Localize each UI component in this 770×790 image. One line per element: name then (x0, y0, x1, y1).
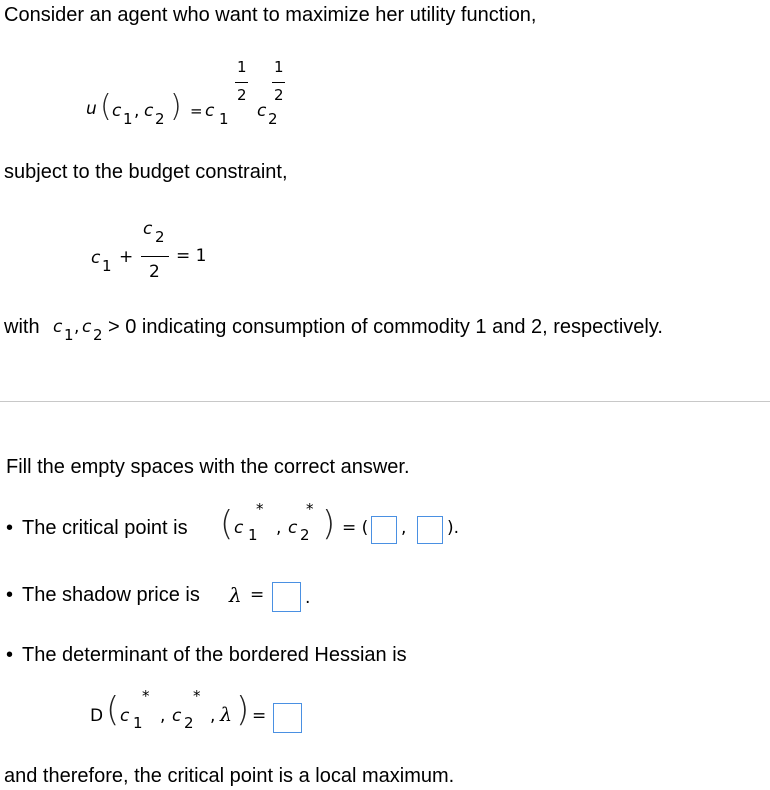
sub-2: 2 (155, 110, 165, 128)
hd-eq: = (252, 706, 267, 726)
cp-sub-2: 2 (300, 526, 310, 544)
with-c1: c (53, 317, 63, 337)
open-paren: ( (106, 690, 120, 730)
D-symbol: D (90, 706, 104, 726)
frac-den: 2 (149, 262, 160, 282)
exp2-bar (272, 82, 285, 83)
hd-sub-1: 1 (133, 714, 143, 732)
with-prefix: with (4, 316, 40, 338)
var-c2: c (144, 101, 154, 121)
bullet-dot: • (6, 644, 14, 666)
subject-text: subject to the budget constraint, (4, 161, 288, 183)
cp-star-1: * (256, 500, 264, 518)
hd-c1: c (120, 706, 130, 726)
cp-c2: c (288, 518, 298, 538)
base-sub-2: 2 (268, 110, 278, 128)
hd-star-2: * (193, 687, 201, 705)
with-comma: , (74, 317, 80, 337)
open-paren: ( (100, 89, 112, 124)
shadow-eq: = (250, 585, 265, 605)
cp-comma: , (276, 518, 282, 538)
utility-fn-symbol: u (86, 99, 97, 119)
exp1-num: 1 (237, 58, 247, 76)
hd-comma-2: , (210, 706, 216, 726)
lambda-symbol: λ (229, 583, 242, 607)
cp-c1: c (234, 518, 244, 538)
critical-point-label: The critical point is (22, 517, 188, 539)
equals-sign: = (190, 102, 203, 120)
close-paren: ) (236, 690, 250, 730)
cp-star-2: * (306, 500, 314, 518)
plus-sign: + (119, 247, 134, 267)
hd-lambda: λ (220, 704, 233, 726)
bullet-dot: • (6, 517, 14, 539)
base-sub-1: 1 (219, 110, 229, 128)
hd-star-1: * (142, 687, 150, 705)
base-c1: c (205, 101, 215, 121)
hd-c2: c (172, 706, 182, 726)
exp1-bar (235, 82, 248, 83)
frac-num-c: c (143, 219, 153, 239)
critical-point-c1-input[interactable] (371, 516, 397, 544)
budget-sub-1: 1 (102, 257, 112, 275)
cp-box-sep: , (401, 518, 407, 538)
open-paren: ( (220, 504, 234, 544)
with-sub-1: 1 (64, 326, 74, 344)
section-divider (0, 401, 770, 402)
frac-num-sub: 2 (155, 228, 165, 246)
base-c2: c (257, 101, 267, 121)
close-paren: ) (322, 504, 336, 544)
budget-eq-one: = 1 (176, 246, 207, 266)
critical-point-c2-input[interactable] (417, 516, 443, 544)
cp-close: ). (447, 518, 460, 538)
with-c2: c (82, 317, 92, 337)
sub-1: 1 (123, 110, 133, 128)
exp2-num: 1 (274, 58, 284, 76)
bullet-dot: • (6, 584, 14, 606)
cp-sub-1: 1 (248, 526, 258, 544)
var-c1: c (112, 101, 122, 121)
instruction-text: Fill the empty spaces with the correct answer. (6, 456, 410, 478)
hd-comma-1: , (160, 706, 166, 726)
budget-frac-bar (141, 256, 169, 257)
cp-eq: = ( (342, 518, 369, 538)
hessian-label: The determinant of the bordered Hessian is (22, 644, 407, 666)
exp1-den: 2 (237, 86, 247, 104)
comma: , (134, 101, 140, 121)
shadow-price-input[interactable] (272, 582, 301, 612)
conclusion-text: and therefore, the critical point is a local maximum. (4, 765, 455, 787)
hessian-determinant-input[interactable] (273, 703, 302, 733)
intro-text: Consider an agent who want to maximize her utility function, (4, 4, 537, 26)
close-paren: ) (170, 89, 182, 124)
with-sub-2: 2 (93, 326, 103, 344)
shadow-end: . (305, 588, 311, 608)
shadow-price-label: The shadow price is (22, 584, 200, 606)
budget-c1: c (91, 248, 101, 268)
with-suffix: > 0 indicating consumption of commodity 1 and 2, respectively. (108, 316, 663, 338)
exp2-den: 2 (274, 86, 284, 104)
hd-sub-2: 2 (184, 714, 194, 732)
